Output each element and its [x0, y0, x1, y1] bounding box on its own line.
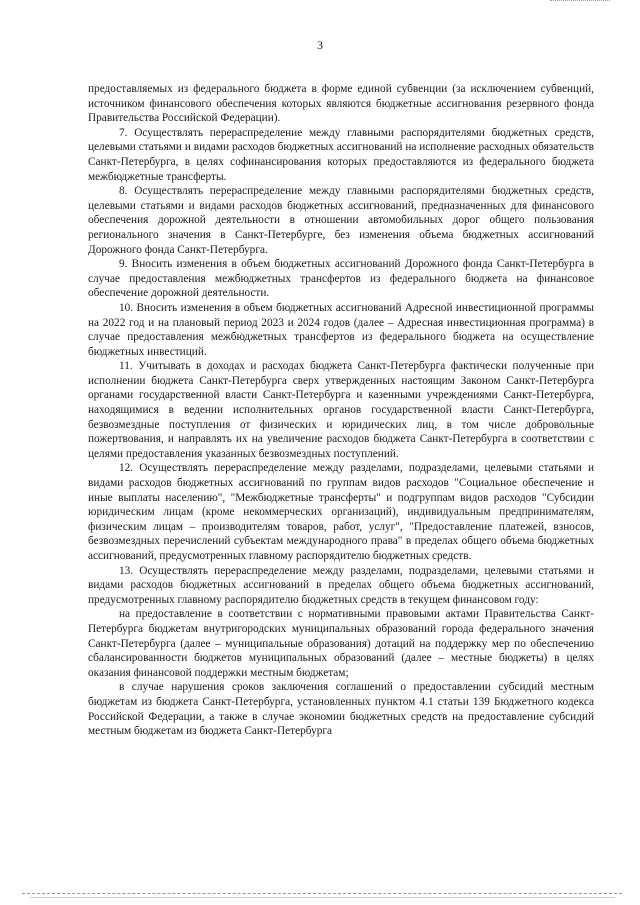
paragraph-continuation: предоставляемых из федерального бюджета в форме единой субвенции (за исключением субвенций, источником финансового обеспечения которых являются бюджетные ассигнования резервного фонда Правительства Российской Федерации).: [88, 83, 594, 125]
paragraph-item-10: 10. Вносить изменения в объем бюджетных ассигнований Адресной инвестиционной программы на 2022 год и на плановый период 2023 и 2024 годов (далее – Адресная инвестиционная программа) в случае предоставления межбюджетных трансфертов из федерального бюджета на осуществление бюджетных инвестиций.: [88, 301, 594, 358]
paragraph-item-8: 8. Осуществлять перераспределение между главными распорядителями бюджетных средств, целевыми статьями и видами расходов бюджетных ассигнований, предназначенных для финансового обеспечения дорожной деятельности в отношении автомобильных дорог общего пользования регионального значения в Санкт-Петербурге, без изменения объема бюджетных ассигнований Дорожного фонда Санкт-Петербурга.: [88, 185, 594, 256]
document-body: [88, 82, 594, 739]
paragraph-item-12: 12. Осуществлять перераспределение между разделами, подразделами, целевыми статьями и видами расходов бюджетных ассигнований по группам видов расходов "Социальное обеспечение и иные выплаты населению", "Межбюджетные трансферты" и подгруппам видов расходов "Субсидии юридическим лицам (кроме некоммерческих организаций), индивидуальным предпринимателям, физическим лицам – производителям товаров, работ, услуг", "Предоставление платежей, взносов, безвозмездных перечислений субъектам международного права" в пределах общего объема бюджетных ассигнований, предусмотренных главному распорядителю бюджетных средств.: [88, 462, 594, 562]
scan-artifact: [550, 0, 610, 3]
paragraph-item-13-subclause-1: на предоставление в соответствии с нормативными правовыми актами Правительства Санкт-Петербурга бюджетам внутригородских муниципальных образований города федерального значения Санкт-Петербурга (далее – муниципальные образования) дотаций на поддержку мер по обеспечению сбалансированности бюджетов муниципальных образований (далее – местные бюджеты) в целях оказания финансовой поддержки местным бюджетам;: [88, 608, 594, 679]
paragraph-item-7: 7. Осуществлять перераспределение между главными распорядителями бюджетных средств, целевыми статьями и видами расходов бюджетных ассигнований на исполнение расходных обязательств Санкт-Петербурга, в целях софинансирования которых предоставляются из федерального бюджета межбюджетные трансферты.: [88, 126, 594, 183]
paragraph-item-13: 13. Осуществлять перераспределение между разделами, подразделами, целевыми статьями и видами расходов бюджетных ассигнований в пределах общего объема бюджетных ассигнований, предусмотренных главному распорядителю бюджетных средств в текущем финансовом году:: [88, 564, 594, 606]
paragraph-item-13-subclause-2: в случае нарушения сроков заключения соглашений о предоставлении субсидий местным бюджетам из бюджета Санкт-Петербурга, установленных пунктом 4.1 статьи 139 Бюджетного кодекса Российской Федерации, а также в случае экономии бюджетных средств на предоставление субсидий местным бюджетам из бюджета Санкт-Петербурга: [88, 681, 594, 738]
paragraph-item-11: 11. Учитывать в доходах и расходах бюджета Санкт-Петербурга фактически полученные при исполнении бюджета Санкт-Петербурга сверх утвержденных настоящим Законом Санкт-Петербурга органами государственной власти Санкт-Петербурга и казенными учреждениями Санкт-Петербурга, находящимися в ведении исполнительных органов государственной власти Санкт-Петербурга, безвозмездные поступления от физических и юридических лиц, в том числе добровольные пожертвования, и направлять их на увеличение расходов бюджета Санкт-Петербурга в соответствии с целями предоставления указанных безвозмездных поступлений.: [88, 360, 594, 460]
page-number: 3: [317, 38, 323, 52]
footer-rule-secondary: [30, 897, 615, 899]
footer-rule: [22, 893, 622, 895]
paragraph-item-9: 9. Вносить изменения в объем бюджетных ассигнований Дорожного фонда Санкт-Петербурга в случае предоставления межбюджетных трансфертов из федерального бюджета на финансовое обеспечение дорожной деятельности.: [88, 258, 594, 300]
